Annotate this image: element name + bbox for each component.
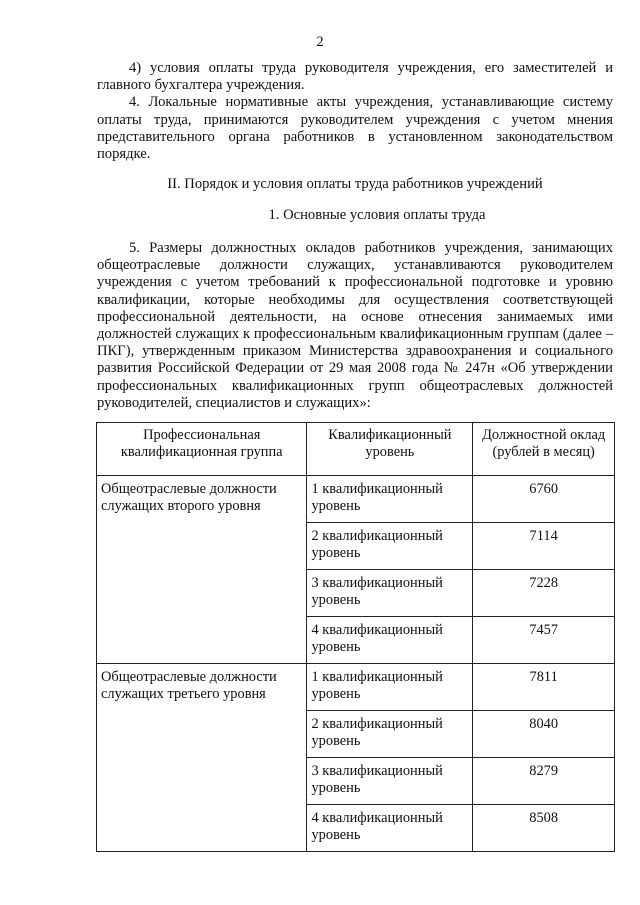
salary-value: 8279 bbox=[473, 758, 615, 805]
section-heading: II. Порядок и условия оплаты труда работников учреждений bbox=[167, 176, 543, 192]
top-paragraphs bbox=[97, 60, 613, 163]
subsection-heading: 1. Основные условия оплаты труда bbox=[268, 207, 486, 223]
qualification-level: 1 квалификационный уровень bbox=[307, 476, 473, 523]
salary-value: 8040 bbox=[473, 711, 615, 758]
table-header-row bbox=[97, 423, 615, 476]
qualification-level: 4 квалификационный уровень bbox=[307, 805, 473, 852]
qualification-level: 3 квалификационный уровень bbox=[307, 758, 473, 805]
group-name: Общеотраслевые должности служащих второго уровня bbox=[97, 476, 307, 664]
salary-value: 7228 bbox=[473, 570, 615, 617]
salary-table bbox=[96, 422, 615, 852]
table-row bbox=[97, 476, 615, 523]
table-row bbox=[97, 664, 615, 711]
header-qualification-group: Профессиональная квалификационная группа bbox=[97, 423, 307, 476]
qualification-level: 3 квалификационный уровень bbox=[307, 570, 473, 617]
group-name: Общеотраслевые должности служащих третьего уровня bbox=[97, 664, 307, 852]
paragraph-item-4-subpoint: 4) условия оплаты труда руководителя учреждения, его заместителей и главного бухгалтера учреждения. bbox=[97, 60, 613, 94]
paragraph-item-4: 4. Локальные нормативные акты учреждения, устанавливающие систему оплаты труда, принимаются руководителем учреждения с учетом мнения представительного органа работников в установленном законодательством порядке. bbox=[97, 94, 613, 163]
salary-value: 6760 bbox=[473, 476, 615, 523]
header-qualification-level: Квалификационный уровень bbox=[307, 423, 473, 476]
qualification-level: 2 квалификационный уровень bbox=[307, 523, 473, 570]
qualification-level: 4 квалификационный уровень bbox=[307, 617, 473, 664]
main-paragraph-block bbox=[97, 240, 613, 412]
page-number: 2 bbox=[316, 34, 324, 50]
qualification-level: 2 квалификационный уровень bbox=[307, 711, 473, 758]
salary-value: 7114 bbox=[473, 523, 615, 570]
qualification-level: 1 квалификационный уровень bbox=[307, 664, 473, 711]
paragraph-item-5: 5. Размеры должностных окладов работников учреждения, занимающих общеотраслевые должности служащих, устанавливаются руководителем учреждения с учетом требований к профессиональной подготовке и уровню квалификации, которые необходимы для осуществления соответствующей профессиональной деятельности, на основе отнесения занимаемых ими должностей служащих к профессиональным квалификационным группам (далее – ПКГ), утвержденным приказом Министерства здравоохранения и социального развития Российской Федерации от 29 мая 2008 года № 247н «Об утверждении профессиональных квалификационных групп общеотраслевых должностей руководителей, специалистов и служащих»: bbox=[97, 240, 613, 411]
salary-value: 7811 bbox=[473, 664, 615, 711]
salary-value: 8508 bbox=[473, 805, 615, 852]
salary-value: 7457 bbox=[473, 617, 615, 664]
header-salary: Должностной оклад (рублей в месяц) bbox=[473, 423, 615, 476]
